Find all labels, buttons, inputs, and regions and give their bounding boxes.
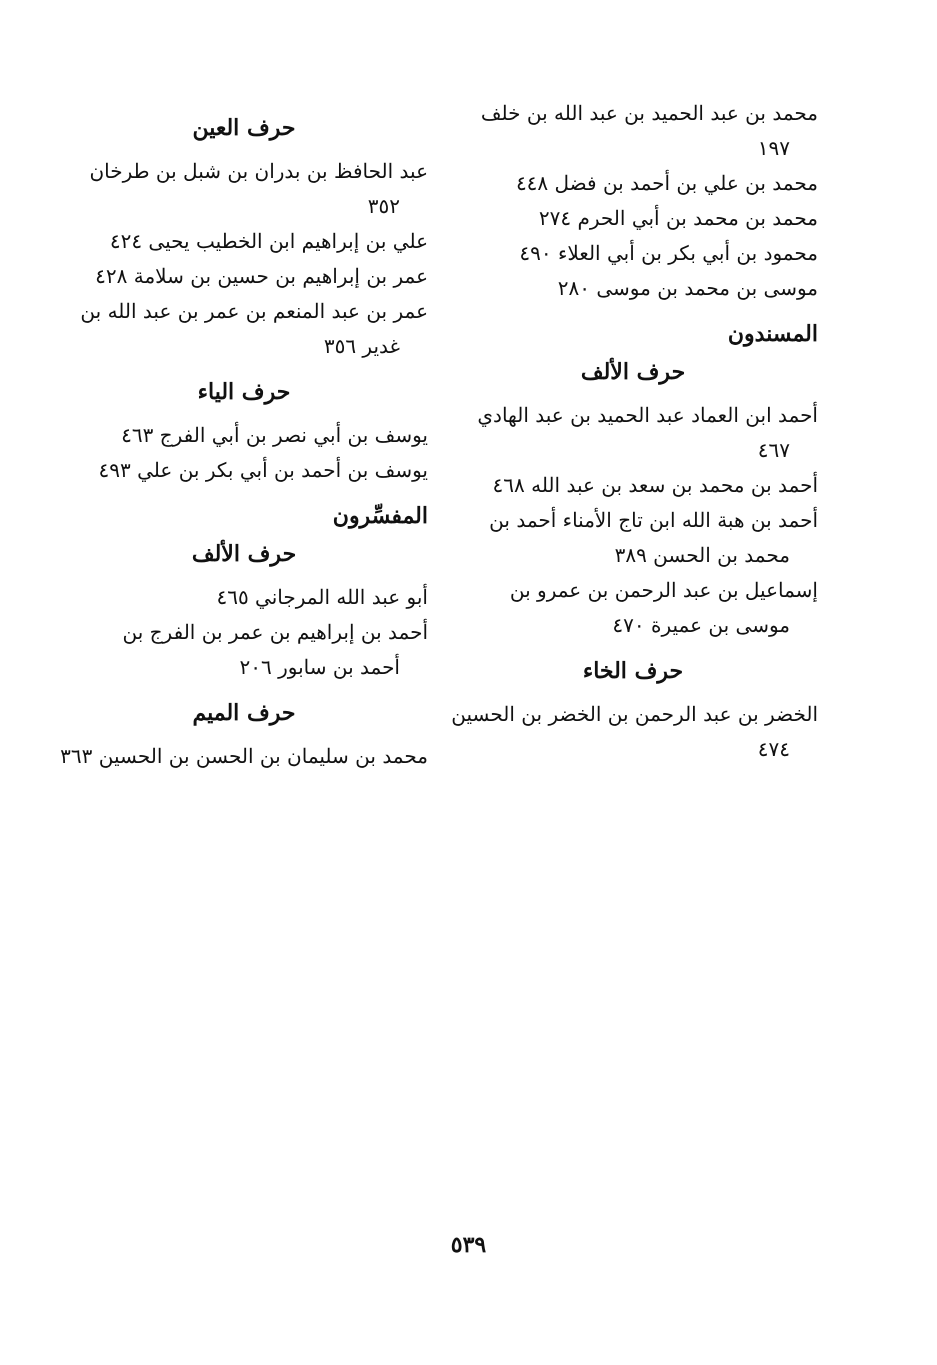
entry-line: محمود بن أبي بكر بن أبي العلاء ٤٩٠ — [519, 241, 818, 265]
entry-line: علي بن إبراهيم ابن الخطيب يحيى ٤٢٤ — [109, 229, 428, 253]
index-entry — [60, 580, 428, 615]
entry-line: أحمد بن محمد بن سعد بن عبد الله ٤٦٨ — [492, 473, 818, 497]
letter-heading-meem: حرف الميم — [192, 700, 296, 726]
entry-page-ref: ٤٦٧ — [757, 438, 790, 462]
entry-continuation: أحمد بن سابور ٢٠٦ — [239, 655, 400, 679]
entry-line: عمر بن عبد المنعم بن عمر بن عبد الله بن — [80, 299, 428, 323]
entry-page-ref: ١٩٧ — [757, 136, 790, 160]
entry-line: محمد بن محمد بن أبي الحرم ٢٧٤ — [538, 206, 818, 230]
entry-continuation: غدير ٣٥٦ — [323, 334, 400, 358]
entry-continuation: محمد بن الحسن ٣٨٩ — [614, 543, 790, 567]
entry-line: محمد بن سليمان بن الحسن بن الحسين ٣٦٣ — [60, 744, 428, 768]
index-entry — [60, 739, 428, 774]
left-column — [60, 96, 428, 774]
index-entry — [60, 294, 428, 364]
letter-heading-alef: حرف الألف — [191, 541, 297, 567]
entry-line: محمد بن عبد الحميد بن عبد الله بن خلف — [480, 101, 818, 125]
section-title-mufassirun: المفسِّرون — [332, 503, 428, 529]
index-entry — [448, 236, 818, 271]
index-entry — [60, 224, 428, 259]
index-entry — [448, 468, 818, 503]
entry-line: يوسف بن أبي نصر بن أبي الفرج ٤٦٣ — [121, 423, 428, 447]
right-column — [448, 96, 818, 767]
index-entry — [448, 271, 818, 306]
entry-line: أبو عبد الله المرجاني ٤٦٥ — [216, 585, 428, 609]
entry-line: موسى بن محمد بن موسى ٢٨٠ — [557, 276, 818, 300]
index-entry — [60, 154, 428, 224]
letter-heading-yaa: حرف الياء — [197, 379, 291, 405]
index-entry — [448, 398, 818, 468]
index-entry — [448, 503, 818, 573]
index-entry — [60, 259, 428, 294]
index-entry — [60, 418, 428, 453]
letter-heading-ayn: حرف العين — [192, 115, 296, 141]
index-entry — [60, 453, 428, 488]
entry-line: عبد الحافظ بن بدران بن شبل بن طرخان — [89, 159, 428, 183]
entry-line: أحمد ابن العماد عبد الحميد بن عبد الهادي — [477, 403, 818, 427]
entry-line: عمر بن إبراهيم بن حسين بن سلامة ٤٢٨ — [95, 264, 428, 288]
index-entry — [448, 697, 818, 767]
entry-line: أحمد بن هبة الله ابن تاج الأمناء أحمد بن — [489, 508, 818, 532]
entry-line: يوسف بن أحمد بن أبي بكر بن علي ٤٩٣ — [98, 458, 428, 482]
entry-line: إسماعيل بن عبد الرحمن بن عمرو بن — [509, 578, 818, 602]
index-entry — [448, 201, 818, 236]
entry-page-ref: ٤٧٤ — [757, 737, 790, 761]
entry-page-ref: ٣٥٢ — [367, 194, 400, 218]
index-entry — [448, 96, 818, 166]
entry-line: محمد بن علي بن أحمد بن فضل ٤٤٨ — [515, 171, 818, 195]
page-number: ٥٣٩ — [450, 1232, 487, 1258]
index-entry — [448, 573, 818, 643]
letter-heading-khaa: حرف الخاء — [582, 658, 684, 684]
index-entry — [448, 166, 818, 201]
entry-line: أحمد بن إبراهيم بن عمر بن الفرج بن — [122, 620, 428, 644]
section-title-musnidun: المسندون — [727, 321, 818, 347]
index-entry — [60, 615, 428, 685]
entry-line: الخضر بن عبد الرحمن بن الخضر بن الحسين — [451, 702, 818, 726]
letter-heading-alef: حرف الألف — [580, 359, 686, 385]
entry-continuation: موسى بن عميرة ٤٧٠ — [612, 613, 790, 637]
